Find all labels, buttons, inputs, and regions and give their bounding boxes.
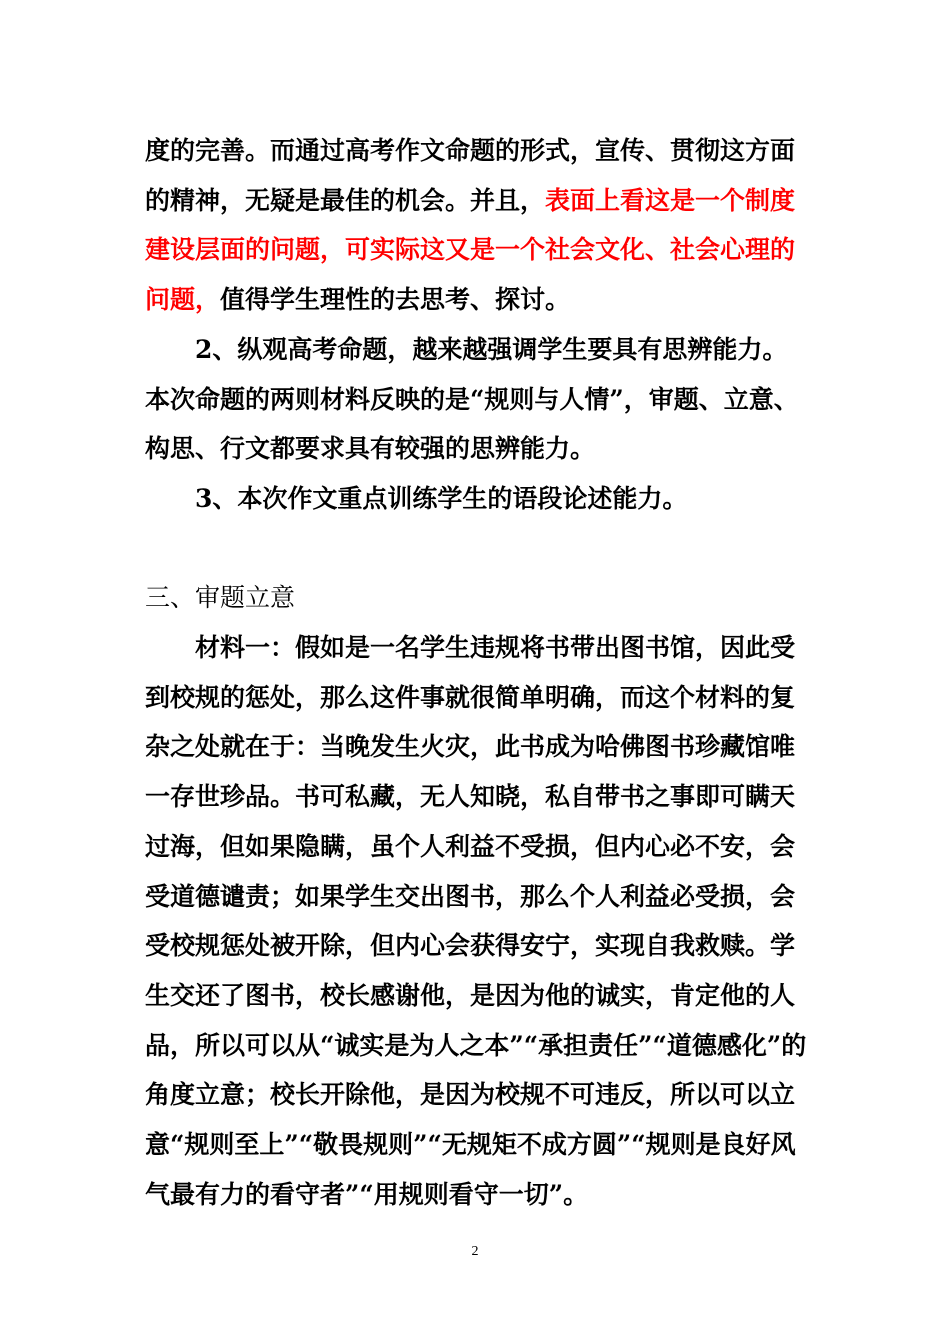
paragraph-point-3: 3、本次作文重点训练学生的语段论述能力。 [195, 483, 688, 513]
paragraph-text: 度的完善。而通过高考作文命题的形式，宣传、贯彻这方面的精神，无疑是最佳的机会。并且， [145, 136, 796, 215]
paragraph-point-2: 2、纵观高考命题，越来越强调学生要具有思辨能力。本次命题的两则材料反映的是“规则与人情”，审题、立意、构思、行文都要求具有较强的思辨能力。 [145, 334, 799, 464]
page-number: 2 [471, 1244, 479, 1259]
paragraph-material-one: 材料一：假如是一名学生违规将书带出图书馆，因此受到校规的惩处，那么这件事就很简单明确，而这个材料的复杂之处就在于：当晚发生火灾，此书成为哈佛图书珍藏馆唯一存世珍品。书可私藏，无人知晓，私自带书之事即可瞒天过海，但如果隐瞒，虽个人利益不受损，但内心必不安，会受道德谴责；如果学生交出图书，那么个人利益必受损，会受校规惩处被开除，但内心会获得安宁，实现自我救赎。学生交还了图书，校长感谢他，是因为他的诚实，肯定他的人品，所以可以从“诚实是为人之本”“承担责任”“道德感化”的角度立意；校长开除他，是因为校规不可违反，所以可以立意“规则至上”“敬畏规则”“无规矩不成方圆”“规则是良好风气最有力的看守者”“用规则看守一切”。 [145, 633, 807, 1209]
paragraph-text-end: 值得学生理性的去思考、探讨。 [220, 285, 571, 315]
blank-line [145, 524, 810, 574]
document-body [145, 126, 810, 1219]
highlighted-text: 表面上看这是一个制度建设层面的问题，可实际这又是一个社会文化、社会心理的问题， [145, 185, 796, 315]
section-heading: 三、审题立意 [145, 583, 296, 613]
paragraph-continuation [145, 126, 810, 325]
